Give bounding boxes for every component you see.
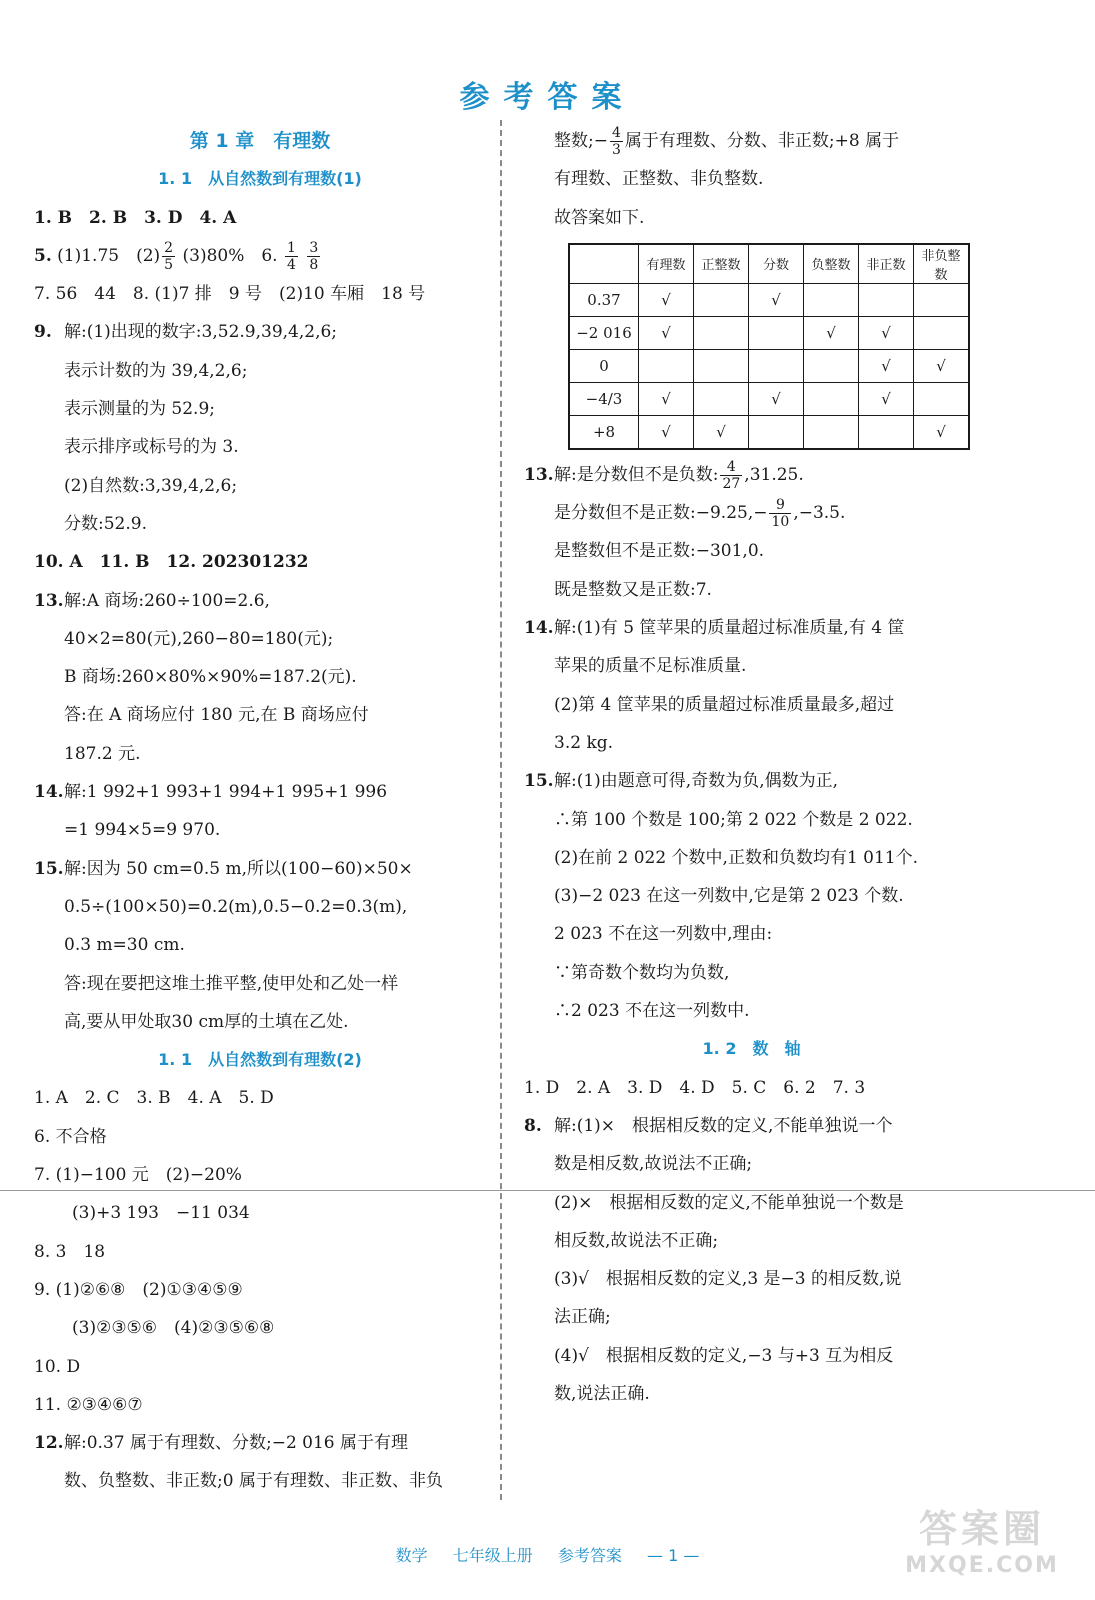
answer-line: 2 023 不在这一列数中,理由:: [554, 924, 773, 945]
table-cell: [804, 382, 859, 415]
answer-line: 10. A 11. B 12. 202301232: [34, 552, 309, 573]
table-cell: [914, 382, 970, 415]
row-label: −4/3: [569, 382, 639, 415]
column-header: 正整数: [694, 244, 749, 284]
answer-line: 表示排序或标号的为 3.: [64, 437, 239, 458]
answer-line: 表示测量的为 52.9;: [64, 399, 215, 420]
table-cell: [639, 349, 694, 382]
answer-line: B 商场:260×80%×90%=187.2(元).: [64, 667, 357, 688]
question-number: 5.: [34, 245, 52, 266]
section-heading: 1. 2 数 轴: [702, 1039, 801, 1059]
answer-line: ∴第 100 个数是 100;第 2 022 个数是 2 022.: [554, 809, 913, 830]
question-number: 15.: [524, 771, 554, 792]
answer-line: 187.2 元.: [64, 743, 141, 764]
answer-line: [34, 237, 486, 275]
answer-line: 数是相反数,故说法不正确;: [554, 1154, 753, 1175]
answer-line: 整数;− $\frac{4}{3}$ 属于有理数、分数、非正数;+8 属于: [554, 125, 900, 158]
question-number: 15.: [34, 858, 64, 879]
column-header: 负整数: [804, 244, 859, 284]
watermark-text: 答案圈: [918, 1507, 1045, 1551]
answer-line: 15.解:因为 50 cm=0.5 m,所以(100−60)×50×: [34, 850, 486, 888]
answer-line: 是分数但不是正数:−9.25,− $\frac{9}{10}$ ,−3.5.: [554, 497, 846, 531]
answer-line: 答:现在要把这堆土推平整,使甲处和乙处一样: [64, 973, 399, 994]
row-label: 0: [569, 349, 639, 382]
table-cell: [804, 283, 859, 316]
answer-line: 13.解:是分数但不是负数: $\frac{4}{27}$ ,31.25.: [524, 456, 979, 494]
answer-line: =1 994×5=9 970.: [64, 820, 221, 841]
watermark-logo: [887, 1506, 1077, 1586]
section-heading: 1. 1 从自然数到有理数(2): [158, 1050, 362, 1070]
column-header: 非正数: [859, 244, 914, 284]
answer-line: 既是整数又是正数:7.: [554, 579, 712, 600]
question-number: 12.: [34, 1433, 64, 1454]
answer-line: 13.解:A 商场:260÷100=2.6,: [34, 582, 486, 620]
answer-line: 0.5÷(100×50)=0.2(m),0.5−0.2=0.3(m),: [64, 896, 408, 917]
answer-line: 11. ②③④⑥⑦: [34, 1394, 143, 1415]
answer-line: 7. 56 44 8. (1)7 排 9 号 (2)10 车厢 18 号: [34, 284, 426, 305]
fraction: $\frac{2}{5}$: [164, 239, 174, 273]
fraction: $\frac{1}{4}$: [287, 239, 296, 273]
table-cell: √: [639, 415, 694, 449]
table-cell: [694, 382, 749, 415]
left-column: [34, 122, 486, 1501]
table-cell: √: [749, 382, 804, 415]
right-column: [524, 122, 979, 1413]
table-cell: [694, 316, 749, 349]
answer-line: (3)+3 193 −11 034: [72, 1203, 250, 1224]
fraction: $\frac{3}{8}$: [309, 239, 319, 273]
answer-line: 9. 解:(1)出现的数字:3,52.9,39,4,2,6;: [34, 313, 486, 351]
table-row: [569, 382, 969, 415]
table-cell: √: [914, 415, 970, 449]
answer-line: (3)√ 根据相反数的定义,3 是−3 的相反数,说: [554, 1269, 902, 1290]
row-label: 0.37: [569, 283, 639, 316]
answer-line: 数,说法正确.: [554, 1384, 650, 1405]
answer-line: 14.解:1 992+1 993+1 994+1 995+1 996: [34, 773, 486, 811]
column-header: 非负整数: [914, 244, 970, 284]
question-number: 9.: [34, 322, 52, 343]
table-cell: √: [804, 316, 859, 349]
answer-line: 分数:52.9.: [64, 513, 147, 534]
page-number: — 1 —: [646, 1546, 700, 1565]
footer-subject: 数学: [395, 1546, 428, 1565]
column-divider: [500, 120, 502, 1500]
section-heading: 1. 1 从自然数到有理数(1): [158, 169, 362, 189]
question-number: 14.: [34, 782, 64, 803]
table-cell: [694, 349, 749, 382]
page-title: 参考答案: [459, 80, 636, 115]
answer-line: 10. D: [34, 1356, 81, 1377]
table-row: [569, 283, 969, 316]
answer-line: ∴2 023 不在这一列数中.: [554, 1001, 750, 1022]
answer-line: 有理数、正整数、非负整数.: [554, 169, 764, 190]
table-cell: [749, 316, 804, 349]
footer-grade: 七年级上册: [452, 1546, 533, 1565]
table-cell: √: [639, 382, 694, 415]
answer-line: 0.3 m=30 cm.: [64, 935, 185, 956]
answer-line: 7. (1)−100 元 (2)−20%: [34, 1165, 242, 1186]
table-cell: [804, 415, 859, 449]
question-number: 13.: [34, 590, 64, 611]
answer-line: 14.解:(1)有 5 筐苹果的质量超过标准质量,有 4 筐: [524, 609, 979, 647]
answer-line: 高,要从甲处取30 cm厚的土填在乙处.: [64, 1011, 349, 1032]
answer-line: 答:在 A 商场应付 180 元,在 B 商场应付: [64, 705, 369, 726]
table-cell: [914, 283, 970, 316]
table-row: [569, 415, 969, 449]
answer-line: 表示计数的为 39,4,2,6;: [64, 360, 248, 381]
table-cell: √: [749, 283, 804, 316]
table-cell: √: [859, 382, 914, 415]
fraction: $\frac{4}{27}$: [722, 458, 741, 492]
answer-line: (3)②③⑤⑥ (4)②③⑤⑥⑧: [72, 1318, 275, 1339]
classification-table: [568, 243, 970, 450]
answer-line: (3)−2 023 在这一列数中,它是第 2 023 个数.: [554, 886, 904, 907]
table-cell: √: [639, 283, 694, 316]
answer-line: 相反数,故说法不正确;: [554, 1230, 719, 1251]
answer-line: 3.2 kg.: [554, 732, 614, 753]
answer-text: (1)1.75 (2): [57, 245, 161, 266]
answer-line: 数、负整数、非正数;0 属于有理数、非正数、非负: [64, 1471, 443, 1492]
table-cell: [914, 316, 970, 349]
table-row: [569, 316, 969, 349]
chapter-heading: 第 1 章 有理数: [189, 130, 331, 152]
answer-line: ∵第奇数个数均为负数,: [554, 962, 730, 983]
watermark-url: MXQE.COM: [905, 1553, 1059, 1578]
answer-line: 12.解:0.37 属于有理数、分数;−2 016 属于有理: [34, 1424, 486, 1462]
footer-label: 参考答案: [557, 1546, 622, 1565]
table-cell: √: [639, 316, 694, 349]
answer-line: 6. 不合格: [34, 1126, 107, 1147]
answer-text: (3)80% 6.: [182, 245, 278, 266]
table-row: [569, 349, 969, 382]
table-cell: √: [914, 349, 970, 382]
question-number: 13.: [524, 464, 554, 485]
table-cell: [859, 283, 914, 316]
answer-line: (2)自然数:3,39,4,2,6;: [64, 475, 238, 496]
answer-line: 15.解:(1)由题意可得,奇数为负,偶数为正,: [524, 762, 979, 800]
answer-line: (2)第 4 筐苹果的质量超过标准质量最多,超过: [554, 694, 895, 715]
answer-line: 8. 3 18: [34, 1241, 106, 1262]
answer-line: 是整数但不是正数:−301,0.: [554, 541, 765, 562]
table-cell: [749, 349, 804, 382]
fraction: $\frac{4}{3}$: [611, 125, 621, 158]
answer-line: 1. D 2. A 3. D 4. D 5. C 6. 2 7. 3: [524, 1077, 866, 1098]
table-cell: [859, 415, 914, 449]
answer-line: (4)√ 根据相反数的定义,−3 与+3 互为相反: [554, 1345, 894, 1366]
answer-line: (2)在前 2 022 个数中,正数和负数均有1 011个.: [554, 847, 919, 868]
table-cell: [694, 283, 749, 316]
answer-line: 故答案如下.: [554, 207, 645, 228]
question-number: 8.: [524, 1115, 542, 1136]
table-cell: √: [694, 415, 749, 449]
table-cell: √: [859, 349, 914, 382]
table-cell: √: [859, 316, 914, 349]
answer-line: 9. (1)②⑥⑧ (2)①③④⑤⑨: [34, 1279, 243, 1300]
answer-line: (2)× 根据相反数的定义,不能单独说一个数是: [554, 1192, 904, 1213]
column-header: 分数: [749, 244, 804, 284]
row-label: +8: [569, 415, 639, 449]
answer-line: 8. 解:(1)× 根据相反数的定义,不能单独说一个: [524, 1107, 979, 1145]
answer-line: 法正确;: [554, 1307, 611, 1328]
answer-line: 1. A 2. C 3. B 4. A 5. D: [34, 1088, 274, 1109]
table-header-row: [569, 244, 969, 284]
column-header: 有理数: [639, 244, 694, 284]
answer-line: 苹果的质量不足标准质量.: [554, 656, 747, 677]
table-corner-cell: [569, 244, 639, 284]
row-label: −2 016: [569, 316, 639, 349]
question-number: 14.: [524, 618, 554, 639]
table-cell: [749, 415, 804, 449]
answer-line: 40×2=80(元),260−80=180(元);: [64, 628, 334, 649]
table-cell: [804, 349, 859, 382]
page-fold-line: [0, 1190, 1095, 1191]
fraction: $\frac{9}{10}$: [771, 497, 790, 531]
answer-line: 1. B 2. B 3. D 4. A: [34, 207, 237, 228]
